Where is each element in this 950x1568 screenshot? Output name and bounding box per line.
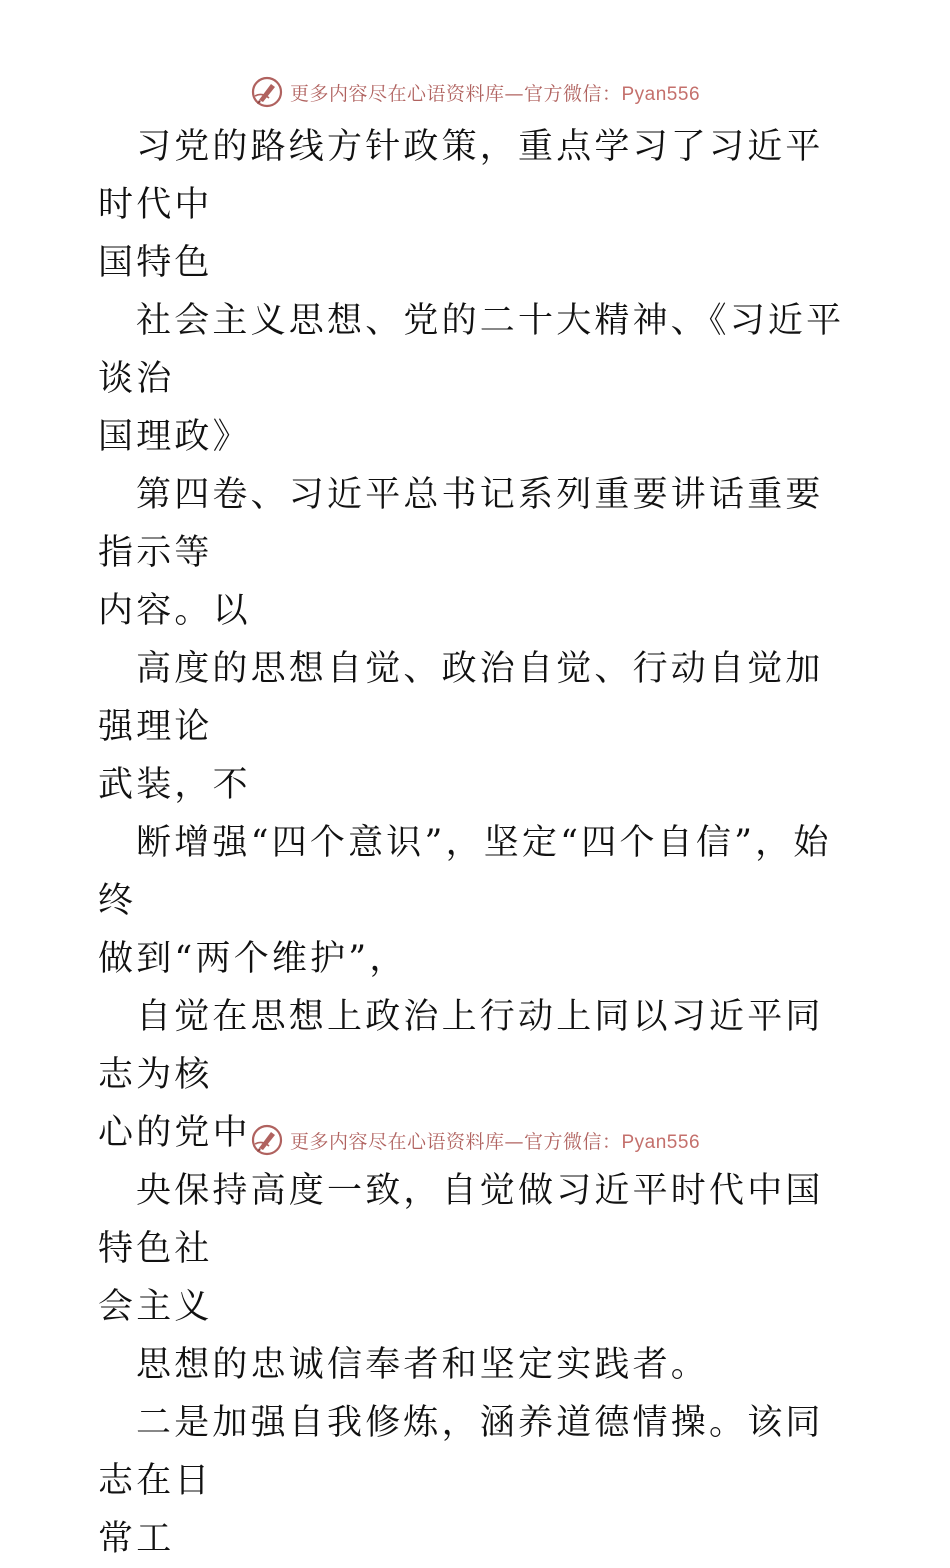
paragraph (98, 118, 858, 292)
paragraph-line: 习党的路线方针政策，重点学习了习近平时代中 (98, 127, 824, 225)
paragraph-line: 高度的思想自觉、政治自觉、行动自觉加强理论 (98, 649, 824, 747)
document-body (98, 118, 858, 1568)
footer-banner-text (290, 1127, 700, 1154)
footer-wechat-id: Pyan556 (621, 1131, 701, 1153)
paragraph-line: 社会主义思想、党的二十大精神、《习近平谈治 (98, 301, 845, 399)
footer-banner (0, 1120, 950, 1160)
header-banner-label: 更多内容尽在心语资料库—官方微信： (289, 82, 622, 105)
pen-circle-logo-icon (250, 1123, 284, 1157)
paragraph-wrap-line: 做到“两个维护”， (98, 939, 408, 979)
paragraph (98, 292, 858, 466)
paragraph-line: 自觉在思想上政治上行动上同以习近平同志为核 (98, 997, 824, 1095)
paragraph (98, 1162, 858, 1336)
paragraph-wrap-line: 常工 (98, 1519, 175, 1559)
header-banner-text (290, 79, 700, 106)
header-banner (0, 72, 950, 112)
paragraph-line: 二是加强自我修炼，涵养道德情操。该同志在日 (98, 1403, 824, 1501)
paragraph (98, 466, 858, 640)
paragraph (98, 814, 858, 988)
paragraph-line: 思想的忠诚信奉者和坚定实践者。 (136, 1345, 710, 1385)
header-wechat-id: Pyan556 (621, 83, 701, 105)
paragraph-line: 央保持高度一致，自觉做习近平时代中国特色社 (98, 1171, 824, 1269)
paragraph-wrap-line: 内容。以 (98, 591, 251, 631)
paragraph-line: 第四卷、习近平总书记系列重要讲话重要指示等 (98, 475, 824, 573)
paragraph (98, 640, 858, 814)
footer-banner-label: 更多内容尽在心语资料库—官方微信： (289, 1130, 622, 1153)
paragraph-wrap-line: 国理政》 (98, 417, 251, 457)
pen-circle-logo-icon (250, 75, 284, 109)
paragraph-wrap-line: 国特色 (98, 243, 213, 283)
paragraph-wrap-line: 心的党中 (98, 1113, 251, 1153)
paragraph-line: 断增强“四个意识”，坚定“四个自信”，始终 (98, 823, 832, 921)
paragraph (98, 1394, 858, 1568)
paragraph-wrap-line: 武装，不 (98, 765, 251, 805)
paragraph-wrap-line: 会主义 (98, 1287, 213, 1327)
paragraph (98, 1336, 858, 1394)
